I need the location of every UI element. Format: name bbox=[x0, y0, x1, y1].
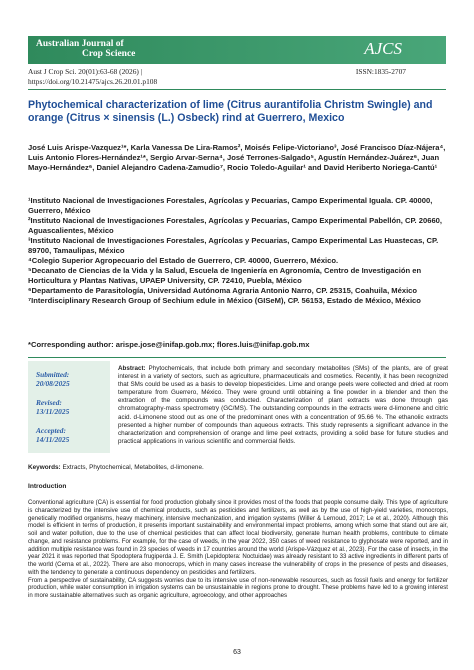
affiliation: ⁵Decanato de Ciencias de la Vida y la Salud, Escuela de Ingeniería en Agronomía, Centro de Investigación en Horticultura y Plantas Nativas, UPAEP University, CP. 72410, Puebla, México bbox=[28, 266, 422, 285]
author-list: José Luis Arispe-Vazquez¹*, Karla Vanessa De Lira-Ramos², Moisés Felipe-Victoriano³, José Francisco Díaz-Nájera⁴, Luis Antonio Flores-Hernández¹*, Sergio Arvar-Serna⁴, José Terrones-Salgado⁵, Agustín Hernández-Juárez⁶, Juan Mayo-Hernández⁶, Daniel Alejandro Cadena-Zamudio⁷, Rocio Toledo-Aguilar¹ and David Heriberto Noriega-Cantú¹ bbox=[28, 143, 446, 172]
submitted-date: 20/08/2025 bbox=[36, 379, 70, 388]
keywords bbox=[28, 464, 448, 472]
affiliation: ¹Instituto Nacional de Investigaciones Forestales, Agrícolas y Pecuarias, Campo Experimental Iguala. CP. 40000, Guerrero, México bbox=[28, 196, 433, 215]
affiliations bbox=[28, 196, 448, 306]
corresponding-author: *Corresponding author: arispe.jose@inifap.gob.mx; flores.luis@inifap.gob.mx bbox=[28, 340, 310, 349]
paragraph: From a perspective of sustainability, CA suggests worries due to its intensive use of non-renewable resources, such as fossil fuels and energy for fertilizer production, while water consumption in irrigation systems can be unsustainable in regions prone to drought. These problems have led to a growing interest in more sustainable alternatives such as organic agriculture, agroecology, and other approaches bbox=[28, 576, 448, 599]
introduction-body bbox=[28, 499, 448, 600]
abstract-text: Phytochemicals, that include both primary and secondary metabolites (SMs) of the plants, are of great interest in a variety of sectors, such as agriculture, pharmaceuticals and cosmetics. Recently, it has been recognized that SMs could be used as a basis to develop biopesticides. Lime and orange peels were collected and dried at room temperature from Guerrero, México. They were ground until obtaining a fine powder in a blender and then the extraction of the compounds was conducted. Characterization of plant extracts was done through gas chromatography-mass spectrometry (GC/MS). The outstanding compounds in the extracts were d-limonene and citric acid. d-Limonene stood out as one of the predominant ones with a concentration of 95.66 %. The ethanolic extracts presented a higher number of compounds than aqueous extracts. This study represents a significant advance in the characterization and comprehension of orange and lime peel extracts, providing a solid base for future studies and practical applications in various scientific and commercial fields. bbox=[118, 365, 449, 445]
journal-name-line1: Australian Journal of bbox=[36, 39, 124, 49]
submitted-label: Submitted: bbox=[36, 370, 70, 379]
abstract bbox=[118, 365, 448, 446]
keywords-label: Keywords: bbox=[28, 464, 61, 471]
journal-name bbox=[36, 39, 135, 59]
revised-date: 13/11/2025 bbox=[36, 407, 70, 416]
paragraph: Conventional agriculture (CA) is essential for food production globally since it provides most of the foods that people consume daily. This type of agriculture is characterized by the intensive use of chemical products, such as pesticides and fertilizers, as well as by the use of high-yield varieties, monocrops, genetically modified organisms, heavy machinery, intensive mechanization, and irrigation systems (Willer & Lernoud, 2017; Le et al., 2020). Although this model is efficient in terms of production, it presents important sustainability and environmental impact problems, among which some that stand out are air, soil and water pollution, due to the use of chemical pesticides that can affect local biodiversity, generate human health problems, contribute to climate change, and resistance problems. For example, for the case of weeds, in the year 2022, 350 cases of weed resistance to glyphosate were reported, and in addition multiple resistance was found in 23 species of weeds in 17 countries around the world (Arispe-Vázquez et al., 2023). For the case of insects, in the year 2021 it was reported that Spodoptera frugiperda J. E. Smith (Lepidoptera: Noctuidae) was already resistant to 33 active ingredients in different parts of the world (Cerna et al., 2022). There are also monocrops, which in many cases increase the vulnerability of crops in the presence of pests and diseases, with the tendency to generate a continuous dependency on pesticides and fertilizers. bbox=[28, 499, 448, 576]
issn: ISSN:1835-2707 bbox=[355, 67, 406, 76]
article-title: Phytochemical characterization of lime (Citrus aurantifolia Christm Swingle) and orange (Citrus × sinensis (L.) Osbeck) rind at Guerrero, Mexico bbox=[28, 99, 433, 124]
divider bbox=[28, 89, 446, 90]
affiliation: ⁷Interdisciplinary Research Group of Sechium edule in México (GISeM), CP. 56153, Estado de México, México bbox=[28, 296, 421, 305]
dates-box bbox=[28, 361, 110, 453]
doi-link[interactable]: https://doi.org/10.21475/ajcs.26.20.01.p108 bbox=[28, 76, 158, 86]
accepted-label: Accepted: bbox=[36, 426, 66, 435]
divider bbox=[28, 357, 446, 358]
journal-name-line2: Crop Science bbox=[82, 49, 136, 59]
keywords-text: Extracts, Phytochemical, Metabolites, d-limonene. bbox=[62, 464, 204, 471]
journal-abbr: AJCS bbox=[364, 39, 402, 58]
page-number: 63 bbox=[233, 649, 241, 656]
section-heading: Introduction bbox=[28, 483, 67, 490]
accepted-date: 14/11/2025 bbox=[36, 435, 70, 444]
affiliation: ⁴Colegio Superior Agropecuario del Estado de Guerrero, CP. 40000, Guerrero, México. bbox=[28, 256, 339, 265]
affiliation: ²Instituto Nacional de Investigaciones Forestales, Agrícolas y Pecuarias, Campo Experimental Pabellón, CP. 20660, Aguascalientes, México bbox=[28, 216, 443, 235]
abstract-label: Abstract: bbox=[118, 365, 146, 372]
journal-banner bbox=[28, 36, 446, 64]
citation-block bbox=[28, 67, 446, 86]
revised-label: Revised: bbox=[36, 398, 62, 407]
affiliation: ³Instituto Nacional de Investigaciones Forestales, Agrícolas y Pecuarias, Campo Experimental Las Huastecas, CP. 89700, Tamaulipas, México bbox=[28, 236, 439, 255]
citation: Aust J Crop Sci. 20(01):63-68 (2026) | bbox=[28, 67, 143, 76]
affiliation: ⁶Departamento de Parasitología, Universidad Autónoma Agraria Antonio Narro, CP. 25315, Coahuila, México bbox=[28, 286, 418, 295]
